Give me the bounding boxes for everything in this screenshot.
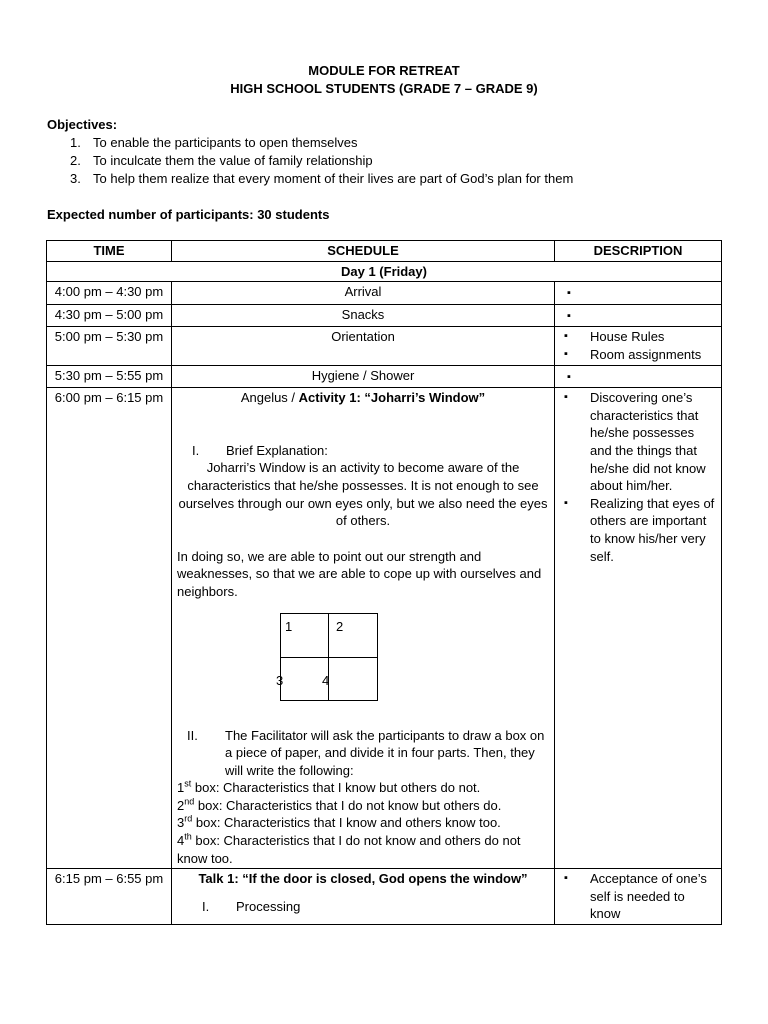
description-cell (555, 304, 722, 327)
schedule-cell: Orientation (172, 327, 555, 365)
section-number: II. (187, 727, 198, 743)
box-ordinal-suffix: th (184, 831, 192, 842)
document-title: MODULE FOR RETREAT (308, 63, 460, 78)
box-ordinal: 3 (177, 815, 185, 831)
box-item (177, 832, 549, 867)
description-item: ▪ Acceptance of one’s self is needed to know (560, 870, 716, 923)
section-heading (177, 898, 549, 916)
objective-text: To enable the participants to open themselves (93, 135, 358, 150)
grid-label: 1 (285, 618, 293, 634)
explanation-paragraph: Joharri’s Window is an activity to become aware of the characteristics that he/she possesses. It is not enough to see ourselves through our own eyes only, but we also need the eyes of others. (178, 460, 548, 529)
objective-item (70, 135, 358, 150)
schedule-cell: Snacks (172, 304, 555, 327)
section-heading (177, 442, 549, 460)
section-number: I. (192, 442, 200, 458)
box-ordinal: 4 (177, 833, 185, 849)
table-row-talk (47, 869, 722, 925)
time-cell: 6:15 pm – 6:55 pm (47, 869, 172, 925)
talk-title: Talk 1: “If the door is closed, God opens the window” (198, 871, 528, 887)
time-cell: 5:30 pm – 5:55 pm (47, 365, 172, 388)
description-cell (555, 388, 722, 869)
box-text: box: Characteristics that I know but others do not. (191, 780, 481, 796)
section-title: Processing (236, 898, 301, 914)
expected-participants: Expected number of participants: 30 students (47, 207, 330, 222)
description-item: ▪ House Rules (560, 328, 716, 346)
description-cell (555, 365, 722, 388)
schedule-cell (172, 869, 555, 925)
time-cell: 5:00 pm – 5:30 pm (47, 327, 172, 365)
table-row (47, 365, 722, 388)
activity-title (177, 389, 549, 407)
table-row-activity (47, 388, 722, 869)
bullet-icon: ▪ (567, 370, 571, 383)
box-ordinal: 2 (177, 797, 185, 813)
description-cell (555, 282, 722, 305)
grid-label: 3 (276, 672, 284, 688)
table-header-row (47, 241, 722, 262)
table-row (47, 327, 722, 365)
box-item (177, 797, 549, 815)
section-two (177, 727, 549, 780)
box-ordinal-suffix: st (184, 778, 192, 789)
table-row (47, 304, 722, 327)
schedule-column-header: SCHEDULE (172, 241, 555, 262)
box-item (177, 814, 549, 832)
box-text: box: Characteristics that I do not know and others do not know too. (177, 833, 521, 866)
box-ordinal: 1 (177, 780, 185, 796)
description-cell (555, 327, 722, 365)
schedule-cell (172, 388, 555, 869)
objective-text: To help them realize that every moment of their lives are part of God’s plan for them (93, 171, 574, 186)
box-ordinal-suffix: rd (184, 814, 193, 825)
description-item: ▪ Realizing that eyes of others are important to know his/her very self. (560, 495, 716, 565)
section-text: The Facilitator will ask the participants to draw a box on a piece of paper, and divide it in four parts. Then, they will write the following: (225, 727, 545, 778)
day-label: Day 1 (Friday) (47, 261, 722, 282)
grid-label: 4 (322, 672, 330, 688)
objective-number: 1. (70, 135, 81, 150)
description-column-header: DESCRIPTION (555, 241, 722, 262)
schedule-cell: Hygiene / Shower (172, 365, 555, 388)
table-row (47, 282, 722, 305)
section-title: Brief Explanation: (226, 442, 328, 458)
time-column-header: TIME (47, 241, 172, 262)
description-item: ▪ Room assignments (560, 346, 716, 364)
bullet-icon: ▪ (567, 287, 571, 300)
schedule-table (46, 240, 722, 925)
objective-item (70, 171, 573, 186)
paragraph: In doing so, we are able to point out our strength and weaknesses, so that we are able to cope up with ourselves and neighbors. (177, 548, 542, 599)
activity-title-prefix: Angelus / (240, 390, 299, 406)
objective-number: 2. (70, 153, 81, 168)
bullet-icon: ▪ (567, 309, 571, 322)
grid-label: 2 (336, 618, 344, 634)
time-cell: 4:00 pm – 4:30 pm (47, 282, 172, 305)
objective-item (70, 153, 373, 168)
box-ordinal-suffix: nd (184, 796, 195, 807)
box-text: box: Characteristics that I do not know but others do. (194, 797, 502, 813)
box-text: box: Characteristics that I know and others know too. (192, 815, 501, 831)
day-row (47, 261, 722, 282)
activity-title-bold: Activity 1: “Joharri’s Window” (298, 390, 486, 406)
schedule-cell: Arrival (172, 282, 555, 305)
description-cell (555, 869, 722, 925)
section-number: I. (202, 898, 210, 914)
objectives-heading: Objectives: (47, 117, 118, 132)
johari-window-diagram (276, 613, 378, 701)
description-item: ▪ Discovering one’s characteristics that he/she possesses and the things that he/she did not know about him/her. (560, 389, 716, 495)
time-cell: 4:30 pm – 5:00 pm (47, 304, 172, 327)
objective-number: 3. (70, 171, 81, 186)
time-cell: 6:00 pm – 6:15 pm (47, 388, 172, 869)
objective-text: To inculcate them the value of family relationship (93, 153, 373, 168)
box-item (177, 779, 549, 797)
document-subtitle: HIGH SCHOOL STUDENTS (GRADE 7 – GRADE 9) (230, 81, 538, 96)
